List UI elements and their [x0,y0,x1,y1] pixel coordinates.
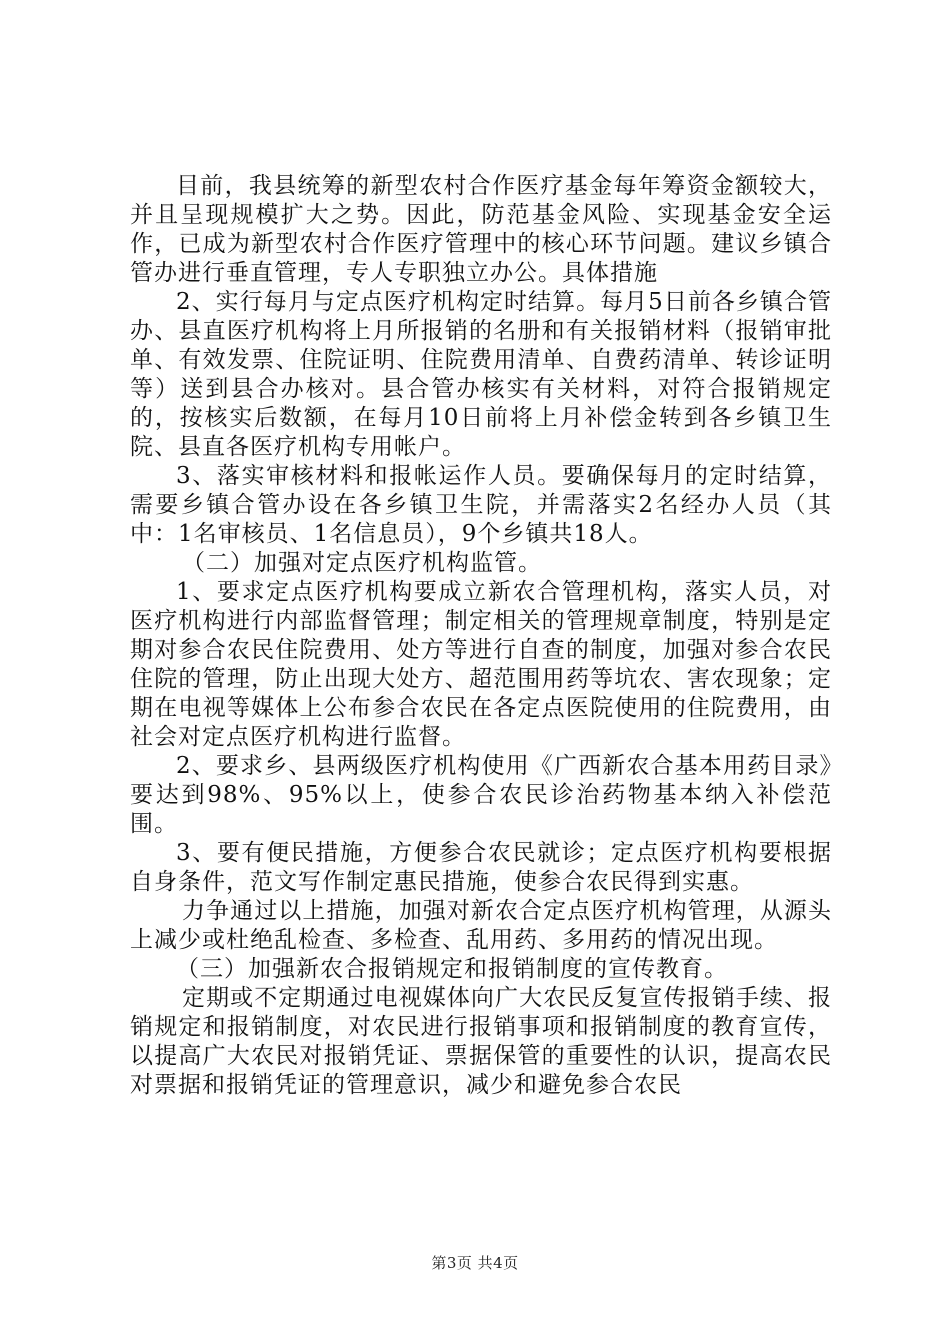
page-footer: 第3页 共4页 [431,1254,519,1272]
paragraph-drug-catalogue: 2、要求乡、县两级医疗机构使用《广西新农合基本用药目录》要达到98%、95%以上，使参合农民诊治药物基本纳入补偿范围。 [130,753,832,837]
paragraph-convenience-measures: 3、要有便民措施，方便参合农民就诊；定点医疗机构要根据自身条件，范文写作制定惠民措施，使参合农民得到实惠。 [130,840,832,895]
paragraph-monthly-settlement: 2、实行每月与定点医疗机构定时结算。每月5日前各乡镇合管办、县直医疗机构将上月所报销的名册和有关报销材料（报销审批单、有效发票、住院证明、住院费用清单、自费药清单、转诊证明等）送到县合办核对。县合管办核实有关材料，对符合报销规定的，按核实后数额，在每月10日前将上月补偿金转到各乡镇卫生院、县直各医疗机构专用帐户。 [130,289,832,460]
section-heading-2: （二）加强对定点医疗机构监管。 [182,550,542,576]
paragraph-fund-risk: 目前，我县统筹的新型农村合作医疗基金每年筹资金额较大，并且呈现规模扩大之势。因此，防范基金风险、实现基金安全运作，已成为新型农村合作医疗管理中的核心环节问题。建议乡镇合管办进行垂直管理，专人专职独立办公。具体措施 [130,173,832,286]
section-heading-3: （三）加强新农合报销规定和报销制度的宣传教育。 [176,956,728,982]
paragraph-publicity: 定期或不定期通过电视媒体向广大农民反复宣传报销手续、报销规定和报销制度，对农民进行报销事项和报销制度的教育宣传，以提高广大农民对报销凭证、票据保管的重要性的认识，提高农民对票据和报销凭证的管理意识，减少和避免参合农民 [130,985,832,1098]
paragraph-management-institution: 1、要求定点医疗机构要成立新农合管理机构，落实人员，对医疗机构进行内部监督管理；制定相关的管理规章制度，特别是定期对参合农民住院费用、处方等进行自查的制度，加强对参合农民住院的管理，防止出现大处方、超范围用药等坑农、害农现象；定期在电视等媒体上公布参合农民在各定点医院使用的住院费用，由社会对定点医疗机构进行监督。 [130,579,832,750]
paragraph-summary: 力争通过以上措施，加强对新农合定点医疗机构管理，从源头上减少或杜绝乱检查、多检查、乱用药、多用药的情况出现。 [130,898,832,953]
document-body [130,172,832,1100]
paragraph-staffing: 3、落实审核材料和报帐运作人员。要确保每月的定时结算，需要乡镇合管办设在各乡镇卫生院，并需落实2名经办人员（其中：1名审核员、1名信息员），9个乡镇共18人。 [130,463,832,547]
